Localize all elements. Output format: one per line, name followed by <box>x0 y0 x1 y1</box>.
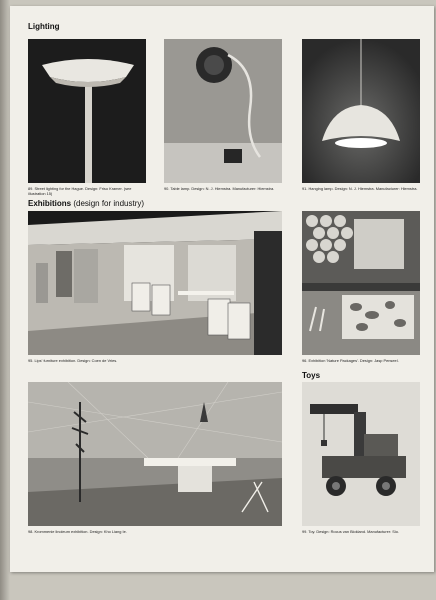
caption-90: 90. Table lamp. Design: N. J. Hiemstra. Manufacturer: Hiemstra. <box>164 186 275 191</box>
section-title-exhibitions <box>28 199 144 208</box>
caption-98: 98. Krommenie linoleum exhibition. Design: Kho Liang Ie. <box>28 529 127 534</box>
photo-hanging-lamp <box>302 39 420 183</box>
caption-95: 95. Lips' furniture exhibition. Design: Coen de Vries. <box>28 358 118 363</box>
caption-96: 96. Exhibition 'Nature Packages'. Design: Jasp Penseel. <box>302 358 399 363</box>
caption-99: 99. Toy. Design: Rocus van Blokland. Manufacturer: Sio. <box>302 529 399 534</box>
section-title-toys: Toys <box>302 371 321 380</box>
catalog-page <box>10 6 434 572</box>
photo-toy-truck <box>302 382 420 526</box>
caption-91: 91. Hanging lamp. Design: N. J. Hiemstra. Manufacturer: Hiemstra. <box>302 186 418 191</box>
photo-linoleum-exhibition <box>28 382 282 526</box>
photo-furniture-exhibition <box>28 211 282 355</box>
caption-89: 89. Street lighting for the Hague. Design: Friso Kramer. (see illustration 15) <box>28 186 132 196</box>
exhibitions-title: Exhibitions <box>28 199 72 208</box>
exhibitions-subtitle: (design for industry) <box>73 199 145 208</box>
photo-nature-packages <box>302 211 420 355</box>
section-title-lighting: Lighting <box>28 22 60 31</box>
photo-street-lighting <box>28 39 146 183</box>
photo-table-lamp <box>164 39 282 183</box>
page-edge-shadow <box>0 0 10 600</box>
